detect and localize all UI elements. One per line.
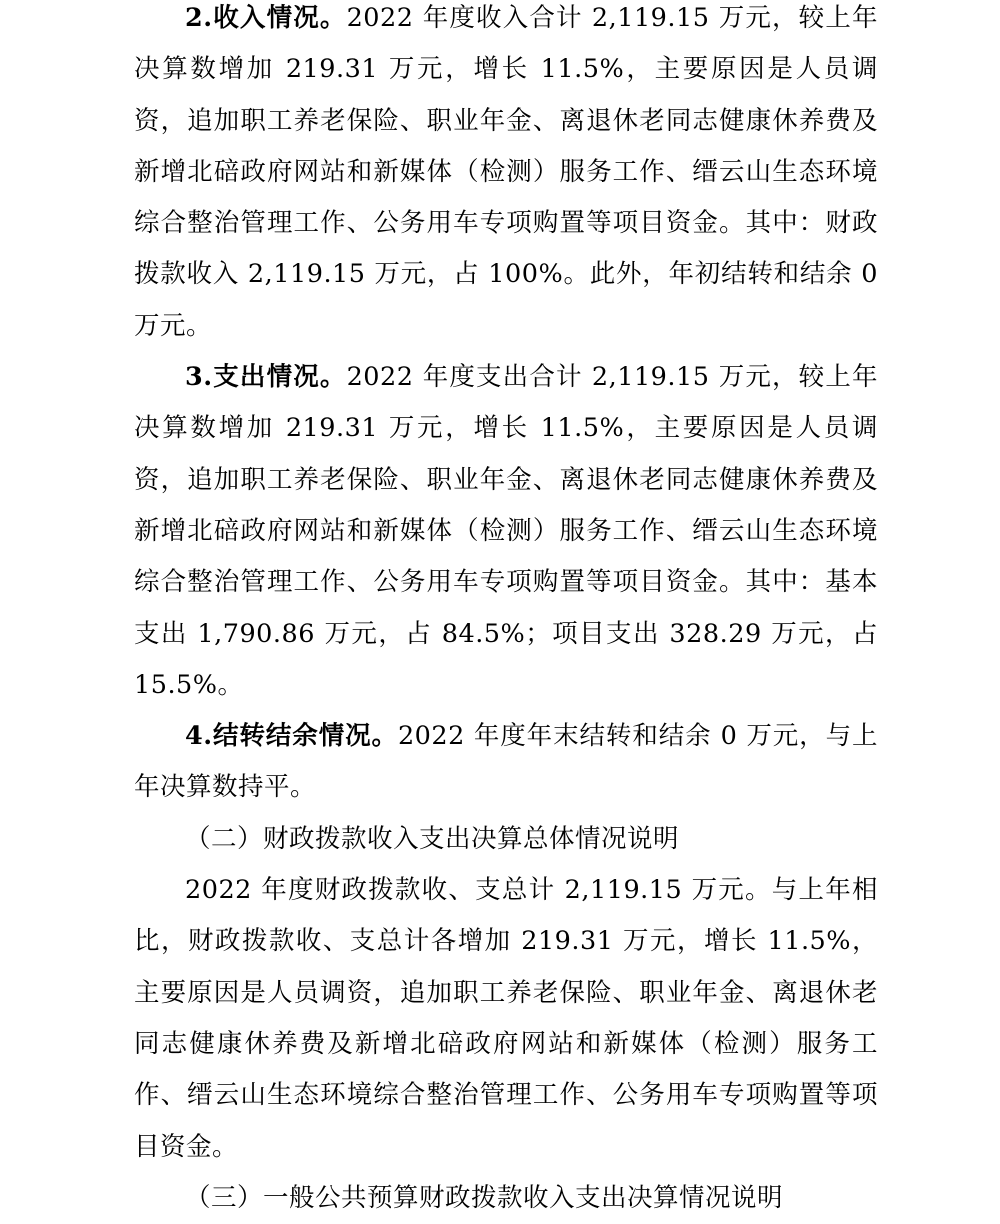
- expenditure-lead: 3.支出情况。: [185, 362, 347, 393]
- section2-paragraph: 2022 年度财政拨款收、支总计 2,119.15 万元。与上年相比，财政拨款收、支总计各增加 219.31 万元，增长 11.5%，主要原因是人员调资，追加职工养老保险、职业年金、离退休老同志健康休养费及新增北碚政府网站和新媒体（检测）服务工作、缙云山生态环境综合整治管理工作、公务用车专项购置等项目资金。: [134, 875, 878, 1162]
- expenditure-paragraph: [134, 352, 878, 711]
- expenditure-body: 2022 年度支出合计 2,119.15 万元，较上年决算数增加 219.31 万元，增长 11.5%，主要原因是人员调资，追加职工养老保险、职业年金、离退休老同志健康休养费及新增北碚政府网站和新媒体（检测）服务工作、缙云山生态环境综合整治管理工作、公务用车专项购置等项目资金。其中：基本支出 1,790.86 万元，占 84.5%；项目支出 328.29 万元，占 15.5%。: [134, 362, 878, 700]
- carryover-paragraph: [134, 711, 878, 814]
- carryover-lead: 4.结转结余情况。: [185, 721, 398, 752]
- income-body: 2022 年度收入合计 2,119.15 万元，较上年决算数增加 219.31 万元，增长 11.5%，主要原因是人员调资，追加职工养老保险、职业年金、离退休老同志健康休养费及新增北碚政府网站和新媒体（检测）服务工作、缙云山生态环境综合整治管理工作、公务用车专项购置等项目资金。其中：财政拨款收入 2,119.15 万元，占 100%。此外，年初结转和结余 0 万元。: [134, 3, 878, 341]
- document-page: [134, 0, 878, 1224]
- income-lead: 2.收入情况。: [185, 3, 347, 33]
- section3-heading: （三）一般公共预算财政拨款收入支出决算情况说明: [185, 1182, 784, 1213]
- section2-heading: （二）财政拨款收入支出决算总体情况说明: [185, 823, 680, 854]
- income-paragraph: [134, 0, 878, 352]
- carryover-body: 2022 年度年末结转和结余 0 万元，与上年决算数持平。: [134, 721, 878, 803]
